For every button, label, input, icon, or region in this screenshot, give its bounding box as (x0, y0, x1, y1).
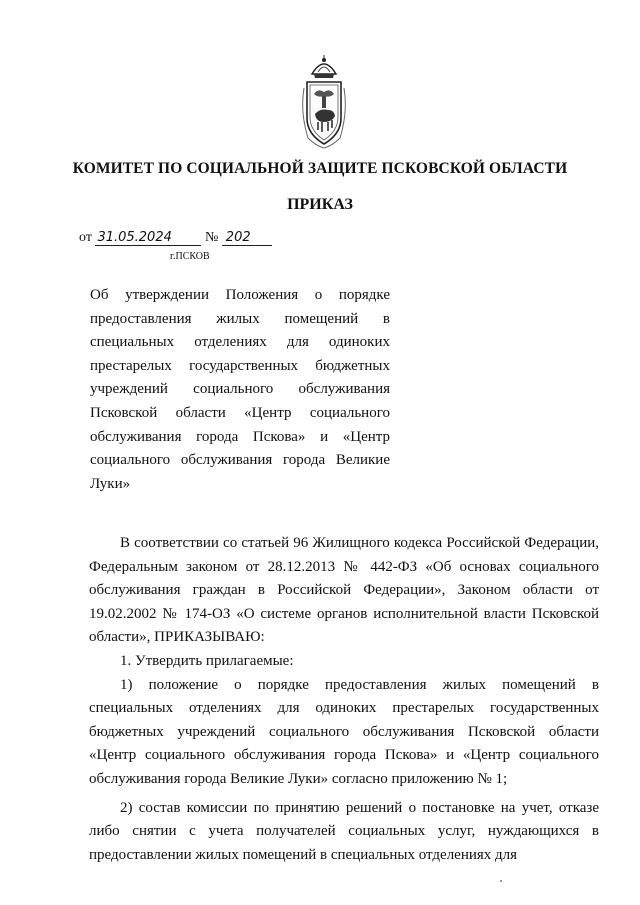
organization-title: КОМИТЕТ ПО СОЦИАЛЬНОЙ ЗАЩИТЕ ПСКОВСКОЙ ОБЛАСТИ (72, 160, 568, 177)
document-type: ПРИКАЗ (287, 196, 353, 213)
number-label: № (204, 230, 219, 245)
subject-text: Об утверждении Положения о порядке предоставления жилых помещений в специальных отделениях для одиноких престарелых государственных бюджетных учреждений социального обслуживания Псковской области «Центр социального обслуживания города Пскова» и «Центр социального обслуживания города Великие Луки» (90, 287, 390, 492)
order-date-line (79, 230, 272, 246)
handwritten-date: 31.05.2024 (95, 231, 201, 246)
order-body (89, 532, 599, 867)
coat-of-arms-icon (298, 52, 350, 152)
item-1-2: 2) состав комиссии по принятию решений о постановке на учет, отказе либо снятии с учета получателей социальных услуг, нуждающихся в предоставлении жилых помещений в специальных отделениях для (89, 799, 599, 863)
handwritten-number: 202 (222, 231, 272, 246)
city-label: г.ПСКОВ (170, 251, 210, 262)
scan-dot (500, 880, 502, 882)
preamble-paragraph: В соответствии со статьей 96 Жилищного кодекса Российской Федерации, Федеральным законом от 28.12.2013 № 442-ФЗ «Об основах социального обслуживания граждан в Российской Федерации», Законом области от 19.02.2002 № 174-ОЗ «О системе органов исполнительной власти Псковской области», ПРИКАЗЫВАЮ: (89, 535, 599, 646)
item-1: 1. Утвердить прилагаемые: (120, 652, 294, 669)
item-1-1: 1) положение о порядке предоставления жилых помещений в специальных отделениях для одиноких престарелых государственных бюджетных учреждений социального обслуживания Псковской области «Центр социального обслуживания города Пскова» и «Центр социального обслуживания города Великие Луки» согласно приложению № 1; (89, 676, 599, 787)
order-subject (90, 284, 390, 496)
from-label: от (79, 230, 92, 245)
